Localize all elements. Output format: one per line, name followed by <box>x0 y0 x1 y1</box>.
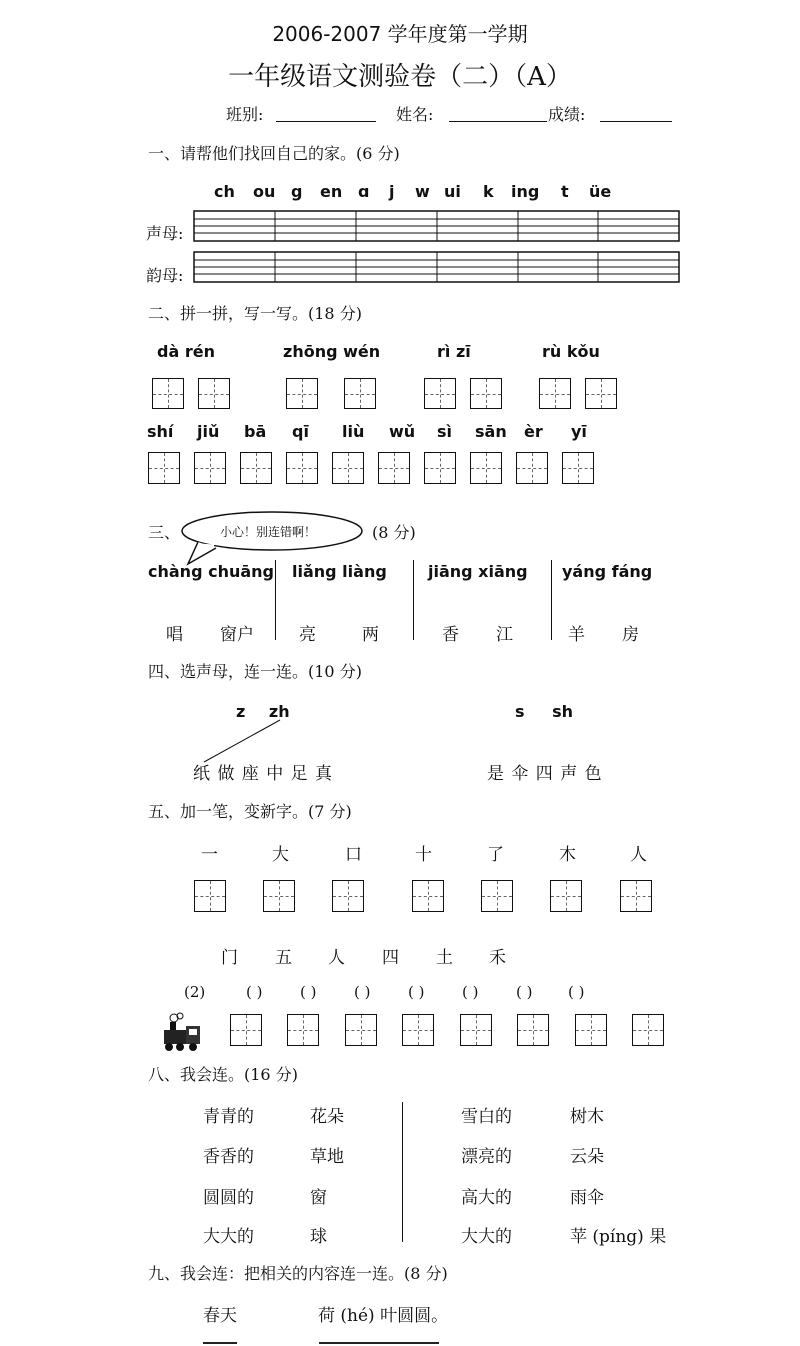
writing-box[interactable] <box>345 1014 377 1046</box>
pinyin-word: qī <box>292 422 309 441</box>
answer-paren[interactable]: ( ) <box>568 983 585 1001</box>
match-left-item[interactable]: 青青的 <box>203 1107 254 1127</box>
writing-box[interactable] <box>460 1014 492 1046</box>
writing-box[interactable] <box>412 880 444 912</box>
section-1-title: 一、请帮他们找回自己的家。(6 分) <box>148 144 400 163</box>
writing-box[interactable] <box>517 1014 549 1046</box>
item-number: (2) <box>184 983 206 1001</box>
pinyin-letter: üe <box>589 182 612 201</box>
pinyin-word: jiǔ <box>197 422 220 441</box>
speech-bubble-text: 小心！别连错啊！ <box>220 525 317 539</box>
writing-box[interactable] <box>344 378 376 409</box>
pinyin-letter: ui <box>444 182 461 201</box>
writing-box[interactable] <box>539 378 571 409</box>
match-left-item[interactable]: 大大的 <box>203 1227 254 1247</box>
match-right-item[interactable]: 苹 (píng) 果 <box>570 1227 667 1247</box>
answer-paren[interactable]: ( ) <box>408 983 425 1001</box>
base-char: 人 <box>630 845 647 865</box>
pinyin-word: liù <box>342 422 365 441</box>
match-left-item[interactable]: 高大的 <box>461 1188 512 1208</box>
match-right-item[interactable]: 球 <box>310 1227 327 1247</box>
answer-paren[interactable]: ( ) <box>300 983 317 1001</box>
pinyin-word: èr <box>524 422 543 441</box>
writing-box[interactable] <box>378 452 410 484</box>
base-char: 口 <box>345 845 362 865</box>
initials-group-left: z zh <box>236 702 290 721</box>
train-icon <box>160 1012 204 1052</box>
cut-off-next-line <box>203 1342 673 1346</box>
section-3-score: (8 分) <box>372 523 416 542</box>
finals-row-label: 韵母: <box>146 266 184 285</box>
writing-box[interactable] <box>286 452 318 484</box>
writing-box[interactable] <box>632 1014 664 1046</box>
pinyin-letter: w <box>415 182 430 201</box>
answer-paren[interactable]: ( ) <box>246 983 263 1001</box>
hanzi-option[interactable]: 江 <box>496 625 513 645</box>
match-left-item[interactable]: 大大的 <box>461 1227 512 1247</box>
writing-box[interactable] <box>152 378 184 409</box>
writing-box[interactable] <box>620 880 652 912</box>
writing-box[interactable] <box>286 378 318 409</box>
group-divider <box>413 560 414 640</box>
writing-box[interactable] <box>575 1014 607 1046</box>
base-char: 大 <box>272 845 289 865</box>
pinyin-word: yī <box>571 422 587 441</box>
hanzi-option[interactable]: 窗户 <box>220 625 254 645</box>
match-right-item[interactable]: 花朵 <box>310 1107 344 1127</box>
writing-box[interactable] <box>470 452 502 484</box>
match-right-item[interactable]: 树木 <box>570 1107 604 1127</box>
initials-group-right: s sh <box>515 702 574 721</box>
pinyin-word: shí <box>147 422 174 441</box>
match-left-item[interactable]: 春天 <box>203 1306 237 1326</box>
hanzi-option[interactable]: 亮 <box>299 625 316 645</box>
base-char: 四 <box>382 948 399 968</box>
pinyin-letter: ɑ <box>358 182 370 201</box>
pinyin-letter: k <box>483 182 494 201</box>
term-heading: 2006-2007 学年度第一学期 <box>272 22 528 46</box>
writing-box[interactable] <box>481 880 513 912</box>
base-char: 五 <box>275 948 292 968</box>
writing-box[interactable] <box>516 452 548 484</box>
writing-box[interactable] <box>198 378 230 409</box>
match-right-item[interactable]: 雨伞 <box>570 1188 604 1208</box>
pinyin-word: jiāng xiāng <box>428 562 528 581</box>
hanzi-option[interactable]: 唱 <box>166 625 183 645</box>
pinyin-letter: ou <box>253 182 276 201</box>
writing-box[interactable] <box>424 378 456 409</box>
pinyin-word: yáng fáng <box>562 562 653 581</box>
match-right-item[interactable]: 窗 <box>310 1188 327 1208</box>
writing-box[interactable] <box>332 880 364 912</box>
base-char: 门 <box>221 948 238 968</box>
section-8-title: 八、我会连。(16 分) <box>148 1065 298 1084</box>
section-9-title: 九、我会连：把相关的内容连一连。(8 分) <box>148 1264 448 1283</box>
writing-box[interactable] <box>550 880 582 912</box>
initials-row-label: 声母: <box>146 224 184 243</box>
initials-writing-grid[interactable] <box>193 210 681 244</box>
class-label: 班别: <box>226 105 264 124</box>
match-right-item[interactable]: 草地 <box>310 1147 344 1167</box>
pinyin-word: zhōng wén <box>283 342 381 361</box>
writing-box[interactable] <box>287 1014 319 1046</box>
base-char: 一 <box>201 845 218 865</box>
section-3-title: 三、 <box>148 523 181 542</box>
finals-writing-grid[interactable] <box>193 251 681 285</box>
base-char: 木 <box>559 845 576 865</box>
pinyin-word: chàng chuāng <box>148 562 274 581</box>
pinyin-letter: ing <box>511 182 540 201</box>
hanzi-option[interactable]: 羊 <box>568 625 585 645</box>
answer-paren[interactable]: ( ) <box>354 983 371 1001</box>
hanzi-row-right[interactable]: 是 伞 四 声 色 <box>487 764 602 784</box>
base-char: 禾 <box>489 948 506 968</box>
pinyin-word: liǎng liàng <box>292 562 387 581</box>
hanzi-row-left[interactable]: 纸 做 座 中 足 真 <box>193 764 333 784</box>
name-label: 姓名: <box>396 105 434 124</box>
match-left-item[interactable]: 圆圆的 <box>203 1188 254 1208</box>
pinyin-word: rù kǒu <box>542 342 600 361</box>
match-left-item[interactable]: 漂亮的 <box>461 1147 512 1167</box>
writing-box[interactable] <box>402 1014 434 1046</box>
group-divider <box>275 560 276 640</box>
page-title: 一年级语文测验卷（二）（A） <box>228 62 572 92</box>
pinyin-letter: en <box>320 182 343 201</box>
pinyin-letter: t <box>561 182 569 201</box>
base-char: 人 <box>328 948 345 968</box>
writing-box[interactable] <box>194 880 226 912</box>
class-field[interactable] <box>276 121 376 122</box>
pinyin-word: bā <box>244 422 267 441</box>
name-field[interactable] <box>449 121 547 122</box>
hanzi-option[interactable]: 房 <box>622 625 639 645</box>
section-5-title: 五、加一笔，变新字。(7 分) <box>148 802 352 821</box>
writing-box[interactable] <box>148 452 180 484</box>
column-divider <box>402 1102 403 1242</box>
base-char: 十 <box>415 845 432 865</box>
writing-box[interactable] <box>562 452 594 484</box>
pinyin-word: wǔ <box>389 422 416 441</box>
section-2-title: 二、拼一拼，写一写。(18 分) <box>148 304 362 323</box>
pinyin-word: dà rén <box>157 342 215 361</box>
writing-box[interactable] <box>424 452 456 484</box>
pinyin-word: rì zī <box>437 342 471 361</box>
writing-box[interactable] <box>194 452 226 484</box>
pinyin-letter: j <box>389 182 395 201</box>
writing-box[interactable] <box>470 378 502 409</box>
group-divider <box>551 560 552 640</box>
base-char: 了 <box>487 845 504 865</box>
hanzi-option[interactable]: 香 <box>442 625 459 645</box>
pinyin-letter: ch <box>214 182 235 201</box>
writing-box[interactable] <box>585 378 617 409</box>
match-left-item[interactable]: 香香的 <box>203 1147 254 1167</box>
score-label: 成绩: <box>548 105 586 124</box>
pinyin-word: sān <box>475 422 507 441</box>
base-char: 土 <box>436 948 453 968</box>
match-right-item[interactable]: 云朵 <box>570 1147 604 1167</box>
writing-box[interactable] <box>230 1014 262 1046</box>
writing-box[interactable] <box>263 880 295 912</box>
answer-paren[interactable]: ( ) <box>462 983 479 1001</box>
section-4-title: 四、选声母，连一连。(10 分) <box>148 662 362 681</box>
match-left-item[interactable]: 雪白的 <box>461 1107 512 1127</box>
match-right-item[interactable]: 荷 (hé) 叶圆圆。 <box>318 1306 449 1326</box>
writing-box[interactable] <box>240 452 272 484</box>
pinyin-word: sì <box>437 422 453 441</box>
pinyin-letter: g <box>291 182 303 201</box>
answer-paren[interactable]: ( ) <box>516 983 533 1001</box>
score-field[interactable] <box>600 121 672 122</box>
writing-box[interactable] <box>332 452 364 484</box>
hanzi-option[interactable]: 两 <box>362 625 379 645</box>
